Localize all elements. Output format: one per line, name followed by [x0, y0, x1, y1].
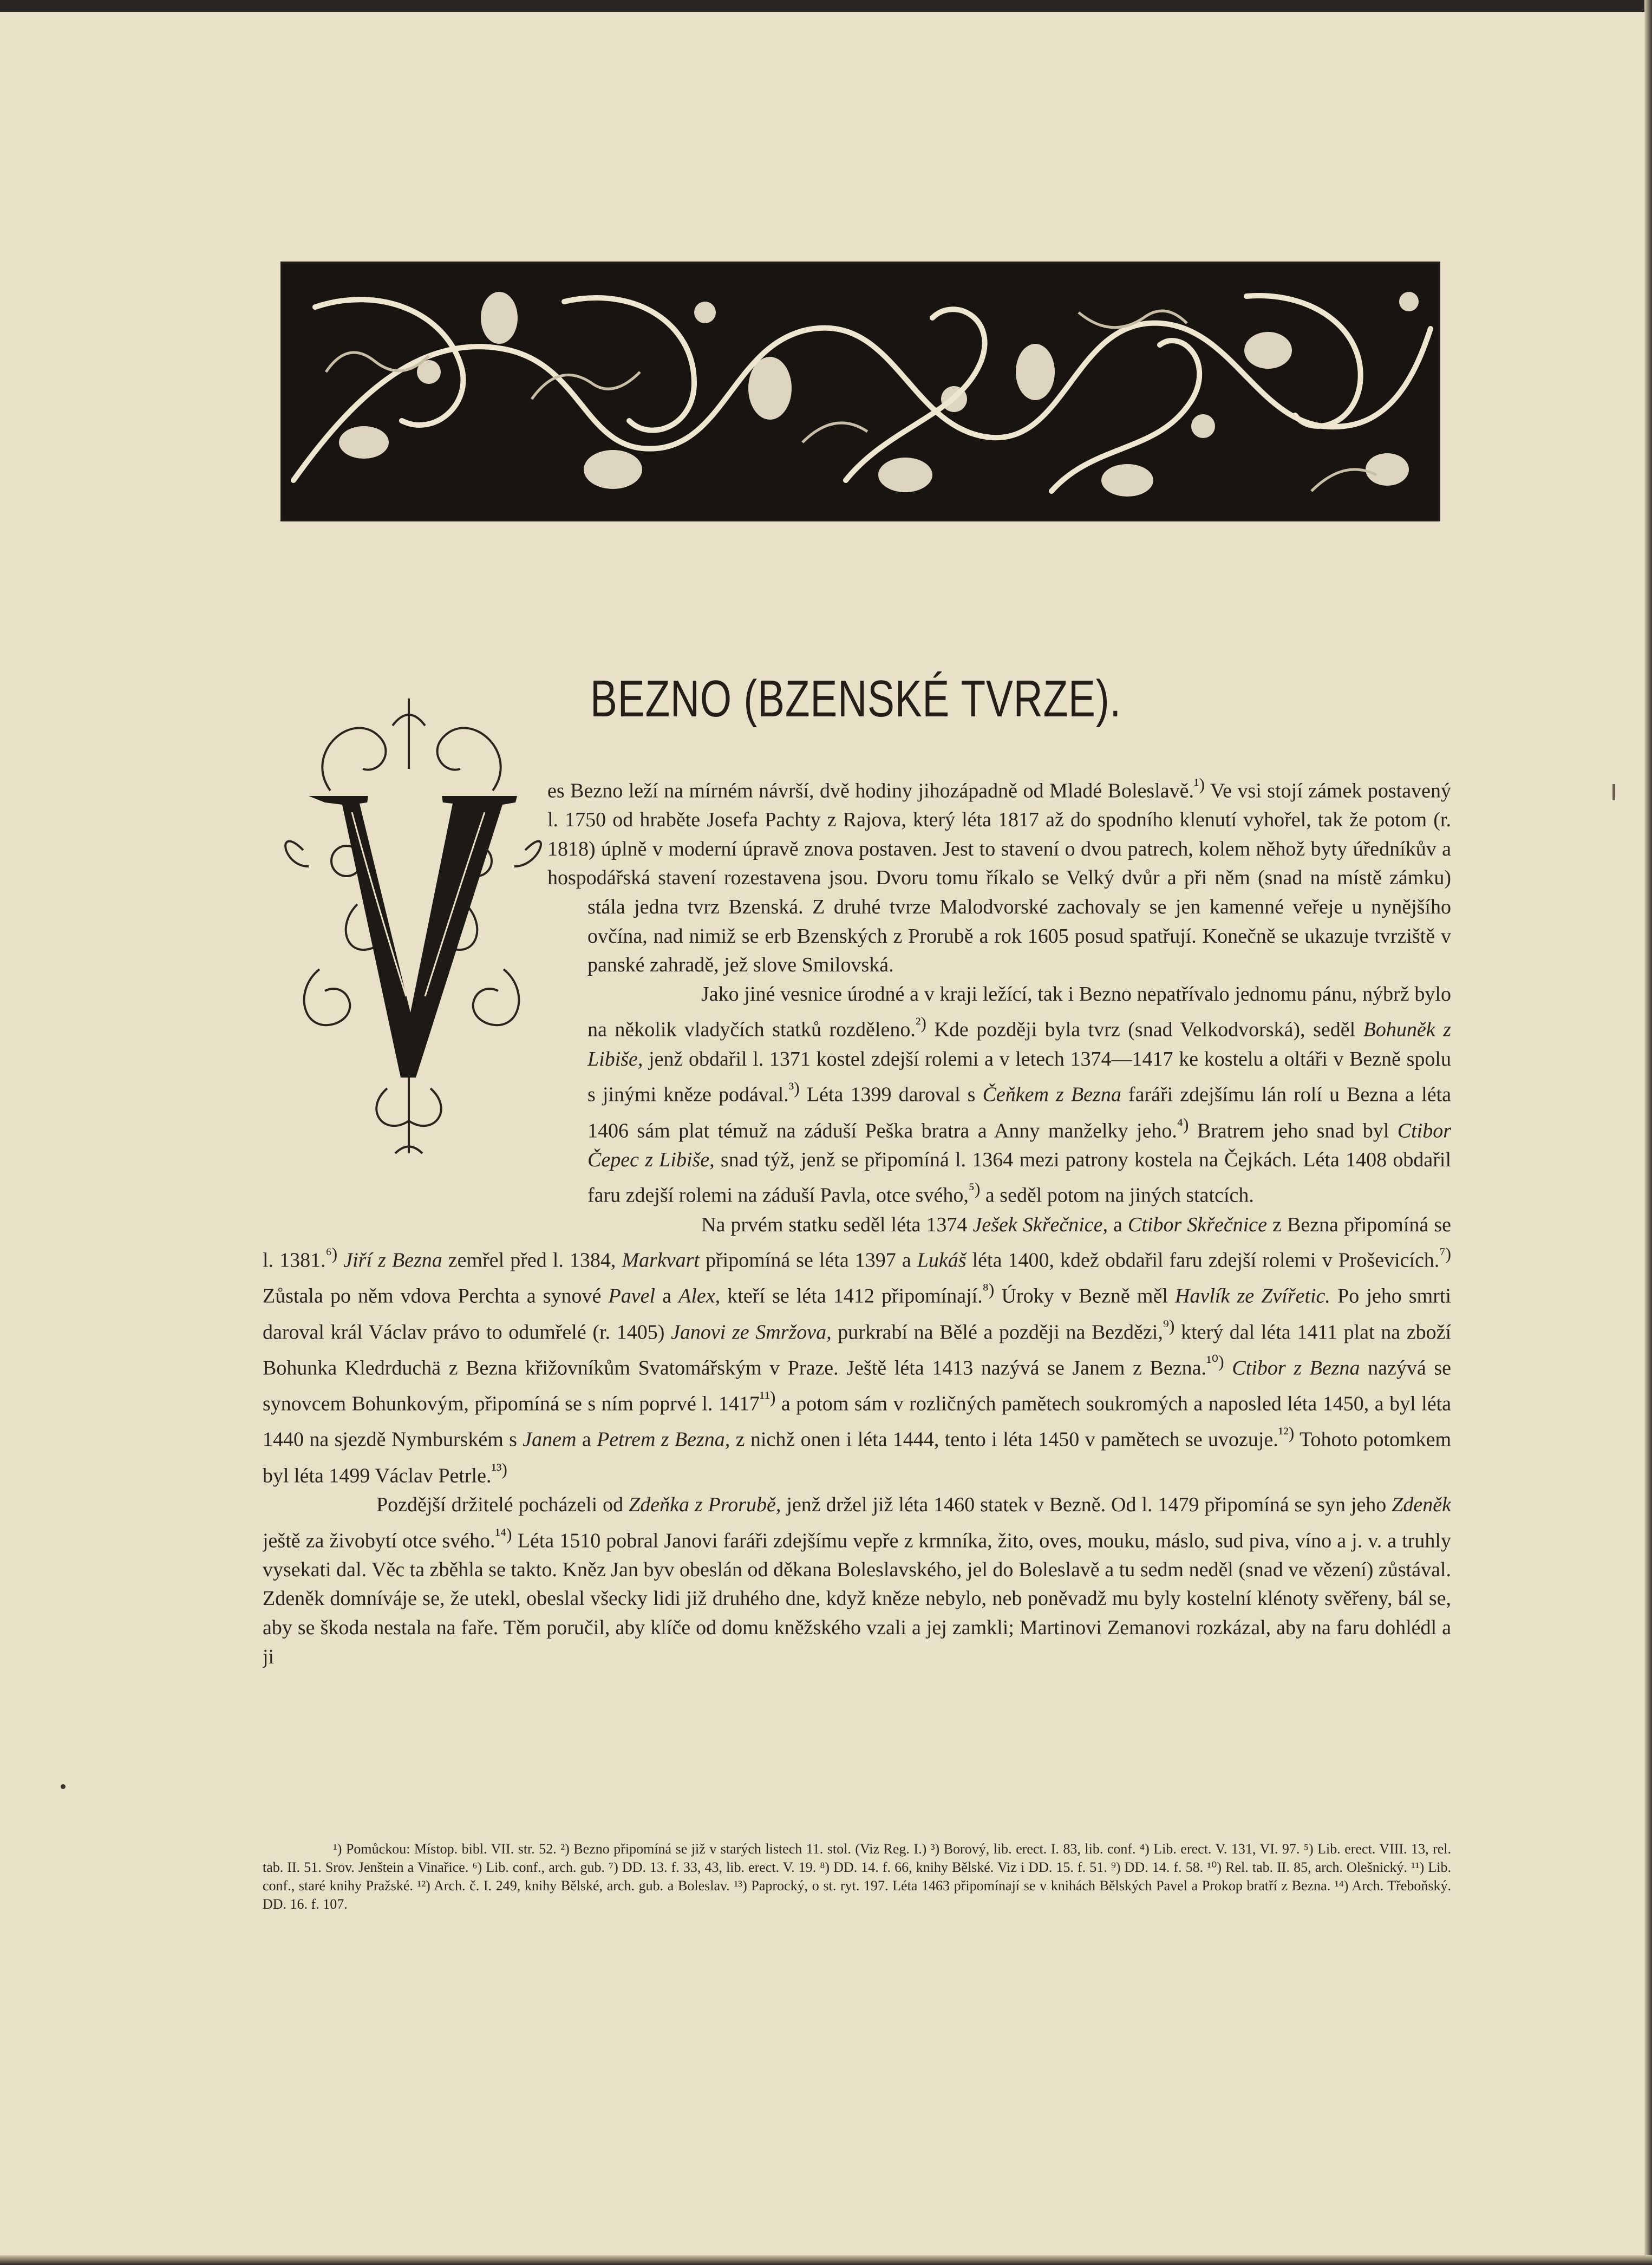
footnote-ref: ²): [915, 1014, 926, 1033]
paragraph-4: Pozdější držitelé pocházeli od Zdeňka z Prorubě, jenž držel již léta 1460 statek v Bezně. Od l. 1479 připomíná se syn jeho Zdeněk ještě za živobytí otce svého.$^{^{14})}$ Léta 1510 pobral Janovi faráři zdejšímu vepře z krmníka, žito, oves, mouku, máslo, sud piva, víno a j. v. a truhly vysekati dal. Věc ta zběhla se takto. Kněz Jan byv obeslán od děkana Boleslavského, jel do Boleslavě a tu sedm neděl (snad ve vězení) zůstával. Zdeněk domníváje se, že utekl, obeslal všecky lidi již druhého dne, když kněze nebylo, neb poněvadž mu byly kostelní klénoty svěřeny, bál se, aby se škoda nestala na faře. Těm poručil, aby klíče od domu kněžského vzali a jej zamkli; Martinovi Zemanovi rozkázal, aby na faru dohlédl a ji: [263, 1493, 1451, 1668]
footnote-ref: ¹⁴): [495, 1524, 512, 1544]
person-name: Bohuněk z Libiše,: [587, 1019, 1451, 1071]
footnote-ref: ¹⁰): [1206, 1352, 1224, 1371]
footnotes: [263, 1840, 1451, 1948]
footnote-ref: ⁷): [1439, 1244, 1451, 1264]
person-name: Alex,: [678, 1285, 721, 1308]
person-name: Janem: [523, 1428, 577, 1452]
page-title: BEZNO (BZENSKÉ TVRZE).: [590, 670, 1122, 728]
paragraph-1: es Bezno leží na mírném návrší, dvě hodiny jihozápadně od Mladé Boleslavě.$^{^1)}$ Ve vsi stojí zámek postavený l. 1750 od hraběte Josefa Pachty z Rajova, který léta 1817 až do spodního klenutí vyhořel, tak že potom (r. 1818) úplně v moderní úpravě znova postaven. Jest to stavení o dvou patrech, kolem něhož byty úředníkův a hospodářská stavení rozestavena jsou. Dvoru tomu říkalo se Velký dvůr a při něm (snad na místě zámku) stála jedna tvrz Bzenská. Z druhé tvrze Malodvorské zachovaly se jen kamenné veřeje u nynějšího ovčína, nad nimiž se erb Bzenských z Prorubě a rok 1605 posud spatřují. Konečně se ukazuje tvrziště v panské zahradě, jež slove Smilovská.: [547, 775, 1451, 977]
person-name: Pavel: [608, 1285, 656, 1308]
footnote-ref: ⁸): [982, 1280, 995, 1300]
paragraph-2: Jako jiné vesnice úrodné a v kraji ležící, tak i Bezno nepatřívalo jednomu pánu, nýbrž bylo na několik vladyčích statků rozděleno.$^{^2)}$ Kde později byla tvrz (snad Velkodvorská), seděl Bohuněk z Libiše, jenž obdařil l. 1371 kostel zdejší rolemi a v letech 1374—1417 ke kostelu a oltáři v Bezně spolu s jinými kněze podával.$^{^3)}$ Léta 1399 daroval s Čeňkem z Bezna faráři zdejšímu lán rolí u Bezna a léta 1406 sám plat témuž na záduší Peška bratra a Anny manželky jeho.$^{^4)}$ Bratrem jeho snad byl Ctibor Čepec z Libiše, snad týž, jenž se připomíná l. 1364 mezi patrony kostela na Čejkách. Léta 1408 obdařil faru zdejší rolemi na záduší Pavla, otce svého,$^{^5)}$ a seděl potom na jiných statcích.: [587, 982, 1451, 1207]
person-name: Janovi ze Smržova,: [671, 1321, 832, 1344]
footnote-ref: ¹¹): [759, 1388, 776, 1407]
person-name: Ctibor z Bezna: [1232, 1356, 1360, 1380]
person-name: Jiří z Bezna: [343, 1249, 442, 1272]
person-name: Ctibor Skřečnice: [1128, 1213, 1268, 1236]
person-name: Ctibor Čepec z Libiše,: [587, 1119, 1451, 1171]
person-name: Petrem z Bezna,: [597, 1428, 730, 1452]
person-name: Lukáš: [917, 1249, 967, 1272]
footnote-ref: ³): [788, 1079, 800, 1098]
paragraph-3: Na prvém statku seděl léta 1374 Ješek Skřečnice, a Ctibor Skřečnice z Bezna připomíná se l. 1381.$^{^6)}$ Jiří z Bezna zemřel před l. 1384, Markvart připomíná se léta 1397 a Lukáš léta 1400, kdež obdařil faru zdejší rolemi v Proševicích.$^{^7)}$ Zůstala po něm vdova Perchta a synové Pavel a Alex, kteří se léta 1412 připomínají.$^{^8)}$ Úroky v Bezně měl Havlík ze Zvířetic. Po jeho smrti daroval král Václav právo to odumřelé (r. 1405) Janovi ze Smržova, purkrabí na Bělé a později na Bezdězi,$^{^9)}$ který dal léta 1411 plat na zboží Bohunka Kledrduchä z Bezna křižovníkům Svatomářským v Praze. Ještě léta 1413 nazývá se Janem z Bezna.$^{^{10})}$ Ctibor z Bezna nazývá se synovcem Bohunkovým, připomíná se s ním poprvé l. $1417^{^{11})}$ a potom sám v rozličných pamětech soukromých a naposled léta 1450, a byl léta 1440 na sjezdě Nymburském s Janem a Petrem z Bezna, z nichž onen i léta 1444, tento i léta 1450 v pamětech se uvozuje.$^{^{12})}$ Tohoto potomkem byl léta 1499 Václav Petrle.$^{^{13})}$: [263, 1213, 1451, 1487]
initial-wrap-top: [263, 770, 547, 915]
footnote-ref: ⁶): [325, 1244, 338, 1264]
person-name: Havlík ze Zvířetic.: [1175, 1285, 1330, 1308]
person-name: Markvart: [622, 1249, 700, 1272]
person-name: Ješek Skřečnice,: [972, 1213, 1108, 1236]
person-name: Zdeněk: [1392, 1493, 1451, 1516]
person-name: Zdeňka z Prorubě,: [629, 1493, 781, 1516]
scan-top-edge: [0, 0, 1652, 12]
footnote-ref: ⁹): [1163, 1316, 1175, 1335]
footnotes-text: ¹) Pomůckou: Místop. bibl. VII. str. 52. ²) Bezno připomíná se již v starých listech 11. stol. (Viz Reg. I.) ³) Borový, lib. erect. I. 83, lib. conf. ⁴) Lib. erect. V. 131, VI. 97. ⁵) Lib. erect. VIII. 13, rel. tab. II. 51. Srov. Jenštein a Vinařice. ⁶) Lib. conf., arch. gub. ⁷) DD. 13. f. 33, 43, lib. erect. V. 19. ⁸) DD. 14. f. 66, knihy Bělské. Viz i DD. 15. f. 51. ⁹) DD. 14. f. 58. ¹⁰) Rel. tab. II. 85, arch. Olešnický. ¹¹) Lib. conf., staré knihy Pražské. ¹²) Arch. č. I. 249, knihy Bělské, arch. gub. a Boleslav. ¹³) Paprocký, o st. ryt. 197. Léta 1463 připomínají se v knihách Bělských Pavel a Prokop bratří z Bezna. ¹⁴) Arch. Třeboňský. DD. 16. f. 107.: [263, 1841, 1451, 1912]
footnote-ref: ¹): [1193, 775, 1205, 794]
footnote-ref: ⁵): [968, 1179, 981, 1199]
scan-mark: [1612, 784, 1615, 800]
footnote-ref: ⁴): [1177, 1114, 1189, 1134]
scan-speck: [61, 1784, 66, 1789]
person-name: Čeňkem z Bezna: [982, 1083, 1121, 1106]
floral-scroll-ornament: [283, 264, 1438, 519]
footnote-ref: ¹²): [1278, 1424, 1295, 1443]
footnote-ref: ¹³): [491, 1459, 507, 1479]
initial-wrap-bottom: [263, 915, 587, 1235]
article-body: [263, 770, 1451, 1815]
scan-right-edge: [1644, 0, 1652, 2265]
scan-bottom-edge: [0, 2255, 1652, 2265]
ornamental-header-banner: [280, 262, 1440, 521]
